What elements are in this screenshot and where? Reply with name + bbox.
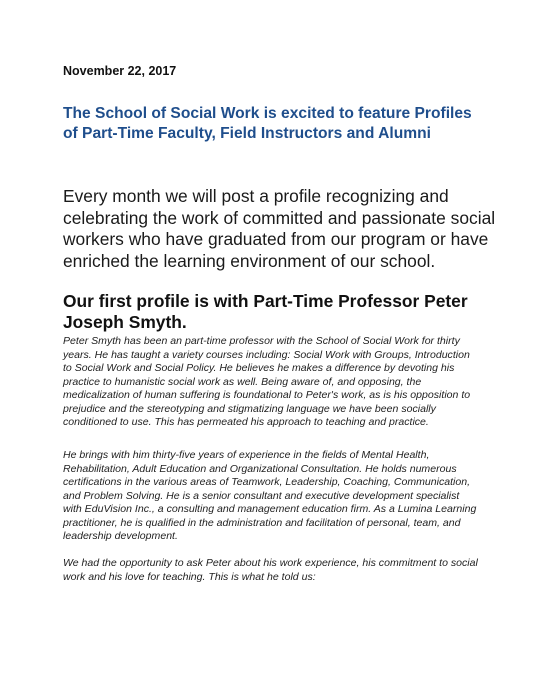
headline: The School of Social Work is excited to feature Profiles of Part-Time Faculty, Field Instructors and Alumni <box>63 105 472 142</box>
publication-date: November 22, 2017 <box>63 64 177 78</box>
body-paragraph: Peter Smyth has been an part-time professor with the School of Social Work for thirty years. He has taught a variety courses including: Social Work with Groups, Introduction to Social Work and Social Policy. He believes he makes a difference by devoting his practice to humanistic social work as well. Being aware of, and opposing, the medicalization of human suffering is foundational to Peter's work, as is his opposition to prejudice and the stereotyping and stigmatizing language we have been socially conditioned to use. This has permeated his approach to teaching and practice. <box>63 335 471 428</box>
profile-heading: Our first profile is with Part-Time Professor Peter Joseph Smyth. <box>63 291 468 332</box>
body-paragraph: We had the opportunity to ask Peter about his work experience, his commitment to social work and his love for teaching. This is what he told us: <box>63 557 478 583</box>
intro-paragraph: Every month we will post a profile recognizing and celebrating the work of committed and passionate social workers who have graduated from our program or have enriched the learning environment of our school. <box>63 186 496 271</box>
body-paragraph: He brings with him thirty-five years of experience in the fields of Mental Health, Rehabilitation, Adult Education and Organizational Consultation. He holds numerous certifications in the various areas of Teamwork, Leadership, Coaching, Communication, and Problem Solving. He is a senior consultant and executive development specialist with EduVision Inc., a consulting and management education firm. As a Lumina Learning practitioner, he is qualified in the administration and facilitation of personal, team, and leadership development. <box>63 449 477 542</box>
